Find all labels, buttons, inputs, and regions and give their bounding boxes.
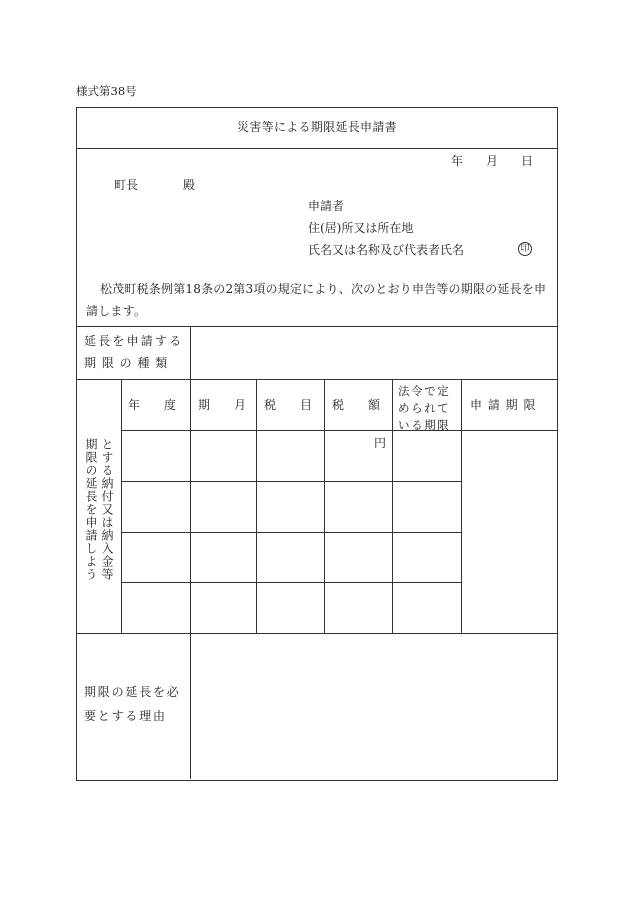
rule-reason-col [190, 633, 191, 779]
yen-unit-label: 円 [374, 436, 387, 450]
rule-side-col [121, 379, 122, 633]
rule-col-requested [461, 379, 462, 633]
rule-col-statutory [392, 379, 393, 633]
header-statutory-line3: いる期限 [398, 418, 451, 432]
rule-row-3 [121, 582, 461, 583]
addressee-mayor: 町長 [114, 178, 139, 192]
header-tax-item: 税 目 [264, 398, 313, 412]
body-paragraph: 松茂町税条例第18条の2第3項の規定により、次のとおり申告等の期限の延長を申請します。 [86, 282, 547, 318]
header-tax-amount: 税 額 [332, 398, 381, 412]
deadline-type-label-line1: 延長を申請する [84, 334, 184, 348]
applicant-label: 申請者 [308, 199, 345, 213]
header-statutory-line2: められて [398, 401, 451, 415]
rule-label-col [190, 326, 191, 379]
applicant-name-label: 氏名又は名称及び代表者氏名 [308, 243, 465, 257]
rule-col-tax-item [256, 379, 257, 633]
rule-col-tax-amount [324, 379, 325, 633]
date-day-label: 日 [521, 154, 534, 168]
rule-col-period [190, 379, 191, 633]
reason-label-line1: 期限の延長を必 [84, 685, 181, 699]
header-statutory-line1: 法令で定 [398, 384, 451, 398]
rule-under-title [77, 148, 557, 149]
rule-under-body [77, 326, 557, 327]
rule-under-table [77, 633, 557, 634]
rule-row-2 [121, 532, 461, 533]
rule-under-deadline-type [77, 379, 557, 380]
header-statutory-deadline [398, 383, 458, 434]
deadline-type-label-line2: 期 限 の 種 類 [84, 356, 169, 370]
addressee-honorific: 殿 [183, 178, 196, 192]
header-fiscal-year: 年 度 [128, 398, 177, 412]
header-requested-deadline: 申 請 期 限 [470, 398, 537, 412]
form-number: 様式第38号 [76, 84, 137, 98]
date-year-label: 年 [451, 154, 464, 168]
side-label-col2: 期限の延長を申請しよう [84, 438, 98, 581]
reason-label-line2: 要とする理由 [84, 709, 167, 723]
rule-under-table-header [121, 430, 557, 431]
date-month-label: 月 [486, 154, 499, 168]
form-title: 災害等による期限延長申請書 [237, 120, 397, 134]
header-period: 期 月 [198, 398, 247, 412]
rule-row-1 [121, 481, 461, 482]
side-label-col1: とする納付又は納入金等 [100, 438, 114, 581]
seal-icon: 印 [518, 242, 532, 256]
applicant-address-label: 住(居)所又は所在地 [308, 221, 414, 235]
